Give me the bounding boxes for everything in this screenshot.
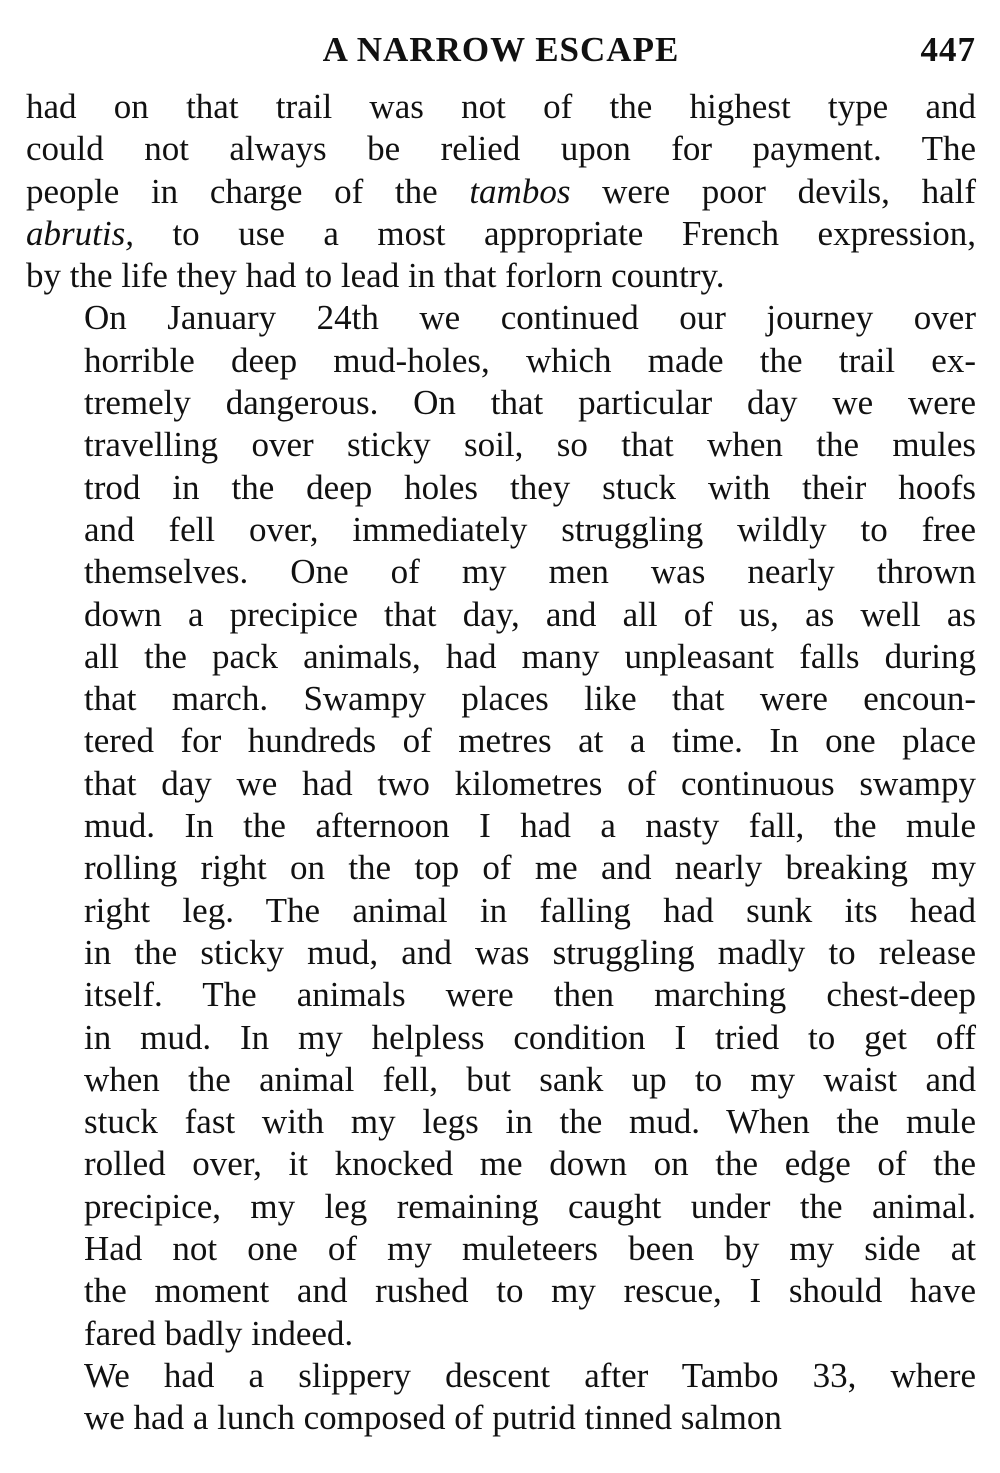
text-line: that march. Swampy places like that were encoun-	[84, 679, 976, 719]
body-text	[26, 86, 976, 1440]
italic-term: abrutis,	[26, 213, 134, 253]
text-line	[26, 171, 976, 213]
text-segment: people in charge of the	[26, 171, 470, 211]
text-line: the moment and rushed to my rescue, I should have	[84, 1271, 976, 1311]
text-line: Had not one of my muleteers been by my side at	[84, 1229, 976, 1269]
text-line: had on that trail was not of the highest type and	[26, 87, 976, 126]
text-line: when the animal fell, but sank up to my waist and	[84, 1059, 976, 1099]
text-line: right leg. The animal in falling had sunk its head	[84, 890, 976, 930]
page-number: 447	[920, 30, 976, 69]
text-line: tremely dangerous. On that particular day we were	[84, 383, 976, 423]
paragraph	[26, 297, 976, 1354]
text-segment: were poor devils, half	[570, 171, 976, 211]
paragraph	[26, 1355, 976, 1440]
text-line: We had a slippery descent after Tambo 33, where	[84, 1355, 976, 1395]
text-line: that day we had two kilometres of continuous swampy	[84, 763, 976, 803]
running-title: A NARROW ESCAPE	[322, 30, 680, 69]
text-line: fared badly indeed.	[84, 1313, 354, 1353]
text-line: trod in the deep holes they stuck with their hoofs	[84, 467, 976, 507]
text-line: precipice, my leg remaining caught under the animal.	[84, 1186, 976, 1226]
text-segment: to use a most appropriate French expression,	[133, 213, 976, 253]
running-head	[26, 22, 976, 86]
text-line: and fell over, immediately struggling wildly to free	[84, 509, 976, 549]
book-page	[26, 22, 976, 1440]
text-line: itself. The animals were then marching chest-deep	[84, 975, 976, 1015]
text-line: could not always be relied upon for payment. The	[26, 129, 976, 169]
paragraph	[26, 86, 976, 297]
text-line: rolling right on the top of me and nearly breaking my	[84, 848, 976, 888]
text-line: in mud. In my helpless condition I tried to get off	[84, 1017, 976, 1057]
text-line: mud. In the afternoon I had a nasty fall, the mule	[84, 806, 976, 846]
italic-term: tambos	[469, 171, 571, 211]
text-line: we had a lunch composed of putrid tinned salmon	[84, 1398, 782, 1438]
text-line: themselves. One of my men was nearly thrown	[84, 552, 976, 592]
text-line: down a precipice that day, and all of us, as well as	[84, 594, 976, 634]
text-line: On January 24th we continued our journey over	[84, 298, 976, 338]
text-line	[26, 213, 976, 255]
text-line: in the sticky mud, and was struggling madly to release	[84, 932, 976, 972]
text-line: stuck fast with my legs in the mud. When the mule	[84, 1102, 976, 1142]
text-line: by the life they had to lead in that forlorn country.	[26, 256, 725, 296]
text-line: tered for hundreds of metres at a time. In one place	[84, 721, 976, 761]
text-line: horrible deep mud-holes, which made the trail ex-	[84, 340, 976, 380]
text-line: all the pack animals, had many unpleasant falls during	[84, 636, 976, 676]
text-line: travelling over sticky soil, so that when the mules	[84, 425, 976, 465]
text-line: rolled over, it knocked me down on the edge of the	[84, 1144, 976, 1184]
